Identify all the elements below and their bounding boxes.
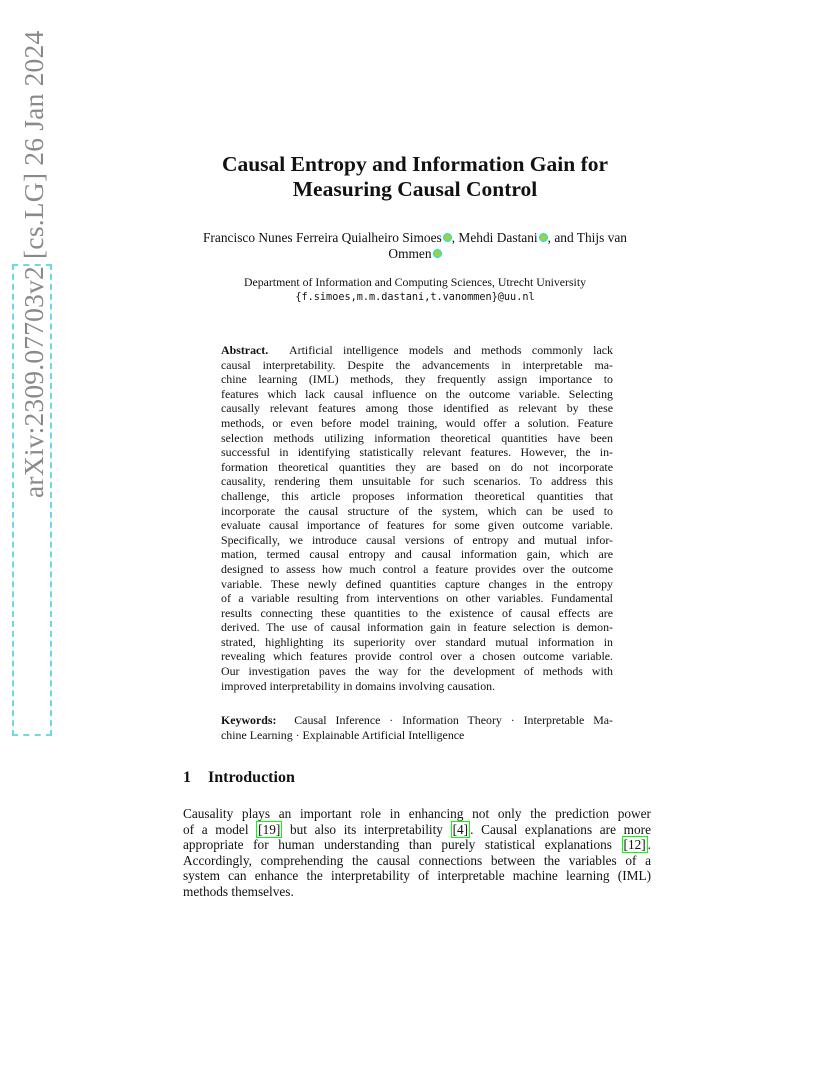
abstract-line: designed to assess how much control a feature provides over the outcome bbox=[221, 561, 613, 576]
keywords-text: Causal Inference · Information Theory · Interpretable Ma- bbox=[294, 713, 614, 727]
keywords-line-2: chine Learning · Explainable Artificial Intelligence bbox=[221, 728, 465, 742]
intro-text: of a model bbox=[183, 821, 257, 837]
orcid-icon[interactable] bbox=[539, 233, 548, 242]
abstract-line: methods, or even before model training, would offer a solution. Feature bbox=[221, 415, 613, 430]
intro-text: but also its interpretability bbox=[282, 821, 451, 837]
title-line-1: Causal Entropy and Information Gain for bbox=[221, 152, 609, 176]
abstract-line: causality, rendering them unsuitable for such scenarios. To address this bbox=[221, 474, 613, 489]
abstract-label: Abstract. bbox=[221, 343, 269, 357]
author-van-ommen-part: , and Thijs van bbox=[547, 230, 627, 245]
abstract-line: causal interpretability. Despite the advancements in interpretable ma- bbox=[221, 357, 613, 372]
section-heading bbox=[183, 769, 295, 787]
abstract-line: evaluate causal importance of features for some given outcome variable. bbox=[221, 518, 613, 533]
abstract-line: formation theoretical quantities they are based on do not incorporate bbox=[221, 459, 613, 474]
intro-line: methods themselves. bbox=[183, 883, 294, 899]
keywords bbox=[221, 713, 613, 743]
abstract-line: Our investigation paves the way for the development of methods with bbox=[221, 664, 613, 679]
intro-text: . bbox=[647, 837, 651, 853]
abstract-line: variable. These newly defined quantities capture changes in the entropy bbox=[221, 576, 613, 591]
abstract-line: of a variable resulting from interventions on other variables. Fundamental bbox=[221, 591, 613, 606]
keywords-line-1 bbox=[221, 713, 613, 728]
intro-text: appropriate for human understanding than purely statistical explanations bbox=[183, 837, 622, 853]
intro-text: . Causal explanations are more bbox=[470, 821, 651, 837]
intro-line: Causality plays an important role in enhancing not only the prediction power bbox=[183, 806, 651, 821]
abstract-line: incorporate the causal structure of the system, which can be used to bbox=[221, 503, 613, 518]
abstract-line: Specifically, we introduce causal versions of entropy and mutual infor- bbox=[221, 532, 613, 547]
abstract-line: revealing which features provide control over a chosen outcome variable. bbox=[221, 649, 613, 664]
intro-line bbox=[183, 822, 651, 838]
orcid-icon[interactable] bbox=[433, 249, 442, 258]
authors-line-1 bbox=[160, 230, 670, 246]
affiliation bbox=[160, 275, 670, 305]
intro-line: Accordingly, comprehending the causal connections between the variables of a bbox=[183, 852, 651, 868]
abstract-line: features which lack causal influence on the outcome variable. Selecting bbox=[221, 386, 613, 401]
author-list bbox=[160, 230, 670, 262]
citation-link[interactable]: [19] bbox=[258, 821, 281, 837]
abstract-line: derived. The use of causal information gain in feature selection is demon- bbox=[221, 620, 613, 635]
author-ommen: Ommen bbox=[388, 246, 432, 261]
citation-link[interactable]: [4] bbox=[452, 821, 469, 837]
keywords-label: Keywords: bbox=[221, 713, 277, 727]
emails: {f.simoes,m.m.dastani,t.vanommen}@uu.nl bbox=[295, 292, 535, 303]
abstract-line: chine learning (IML) methods, they frequently assign importance to bbox=[221, 372, 613, 387]
abstract-last-line: improved interpretability in domains involving causation. bbox=[221, 678, 496, 693]
author-dastani: , Mehdi Dastani bbox=[451, 230, 538, 245]
paper-title bbox=[150, 152, 680, 202]
arxiv-stamp[interactable]: arXiv:2309.07703v2 [cs.LG] 26 Jan 2024 bbox=[18, 30, 49, 498]
abstract-line: selection methods utilizing information theoretical quantities have been bbox=[221, 430, 613, 445]
abstract-first-line bbox=[221, 343, 613, 358]
abstract-line: results connecting these quantities to the existence of causal effects are bbox=[221, 605, 613, 620]
abstract-text: Artificial intelligence models and methods commonly lack bbox=[289, 343, 613, 357]
authors-line-2 bbox=[160, 246, 670, 262]
section-title: Introduction bbox=[208, 769, 295, 786]
abstract-line: causally relevant features among those identified as relevant by these bbox=[221, 401, 613, 416]
abstract-line: successful in identifying statistically relevant features. However, the in- bbox=[221, 445, 613, 460]
abstract bbox=[221, 343, 613, 693]
abstract-line: challenge, this article proposes information theoretical quantities that bbox=[221, 488, 613, 503]
intro-line: system can enhance the interpretability of interpretable machine learning (IML) bbox=[183, 868, 651, 884]
introduction-paragraph bbox=[183, 806, 651, 900]
department: Department of Information and Computing Sciences, Utrecht University bbox=[243, 275, 587, 289]
section-number: 1 bbox=[183, 769, 191, 786]
abstract-line: mation, termed causal entropy and causal information gain, which are bbox=[221, 547, 613, 562]
abstract-line: strated, highlighting its superiority over standard mutual information in bbox=[221, 634, 613, 649]
intro-line bbox=[183, 837, 651, 853]
author-simoes: Francisco Nunes Ferreira Quialheiro Simoes bbox=[202, 230, 442, 245]
title-line-2: Measuring Causal Control bbox=[292, 177, 538, 201]
orcid-icon[interactable] bbox=[443, 233, 452, 242]
citation-link[interactable]: [12] bbox=[623, 837, 646, 853]
